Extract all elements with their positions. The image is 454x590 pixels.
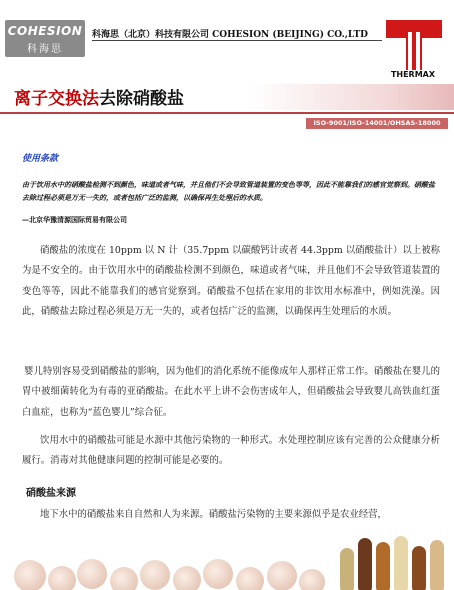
title-highlight: 离子交换法	[14, 89, 99, 109]
title-rest: 去除硝酸盐	[99, 89, 184, 109]
paragraph-1: 硝酸盐的浓度在 10ppm 以 N 计（35.7ppm 以碳酸钙计或者 44.3ppm 以硝酸盐计）以上被称为是不安全的。由于饮用水中的硝酸盐检测不到颜色，味道或者气味，并且他们不会导致管道装置的变色等等，因此不能靠我们的感官觉察到。硝酸盐不包括在家用的非饮用水标准中，例如洗澡。因此，硝酸盐去除过程必须是万无一失的，或者包括广泛的监测，以确保再生处理后的水质。	[22, 245, 440, 317]
logo-text-en: COHESION	[7, 24, 83, 38]
section-heading: 硝酸盐来源	[26, 488, 76, 499]
logo-text-cn: 科海思	[27, 44, 63, 55]
header-divider	[92, 40, 382, 41]
source-line: —北京华豫清源国际贸易有限公司	[22, 215, 127, 224]
paragraph-3: 饮用水中的硝酸盐可能是水源中其他污染物的一种形式。水处理控制应该有完善的公众健康分析履行。消毒对其他健康问题的控制可能是必要的。	[22, 435, 440, 467]
company-name: 科海思（北京）科技有限公司 COHESION (BEIJING) CO.,LTD	[92, 30, 368, 40]
usage-heading: 使用条款	[22, 154, 59, 164]
intro-text: 由于饮用水中的硝酸盐检测不到颜色，味道或者气味，并且他们不会导致管道装置的变色等等，因此不能靠我们的感官觉察到。硝酸盐去除过程必须是万无一失的，或者包括广泛的监测，以确保再生处理后的水质。	[22, 180, 435, 202]
paragraph-2: 婴儿特别容易受到硝酸盐的影响，因为他们的消化系统不能像成年人那样正常工作。硝酸盐在婴儿的胃中被细菌转化为有毒的亚硝酸盐。在此水平上讲不会伤害成年人，但硝酸盐会导致婴儿高铁血红蛋白血症，也称为“蓝色婴儿”综合征。	[22, 366, 440, 418]
cohesion-logo	[5, 20, 85, 57]
resin-beads-decoration-icon	[0, 528, 454, 590]
iso-badge: ISO-9001/ISO-14001/OHSAS-18000	[306, 118, 448, 129]
section-paragraph: 地下水中的硝酸盐来自自然和人为来源。硝酸盐污染物的主要来源似乎是农业经营，	[40, 509, 387, 520]
title-divider	[0, 112, 454, 114]
thermax-brand: THERMAX	[390, 70, 436, 79]
page-title	[14, 84, 184, 109]
